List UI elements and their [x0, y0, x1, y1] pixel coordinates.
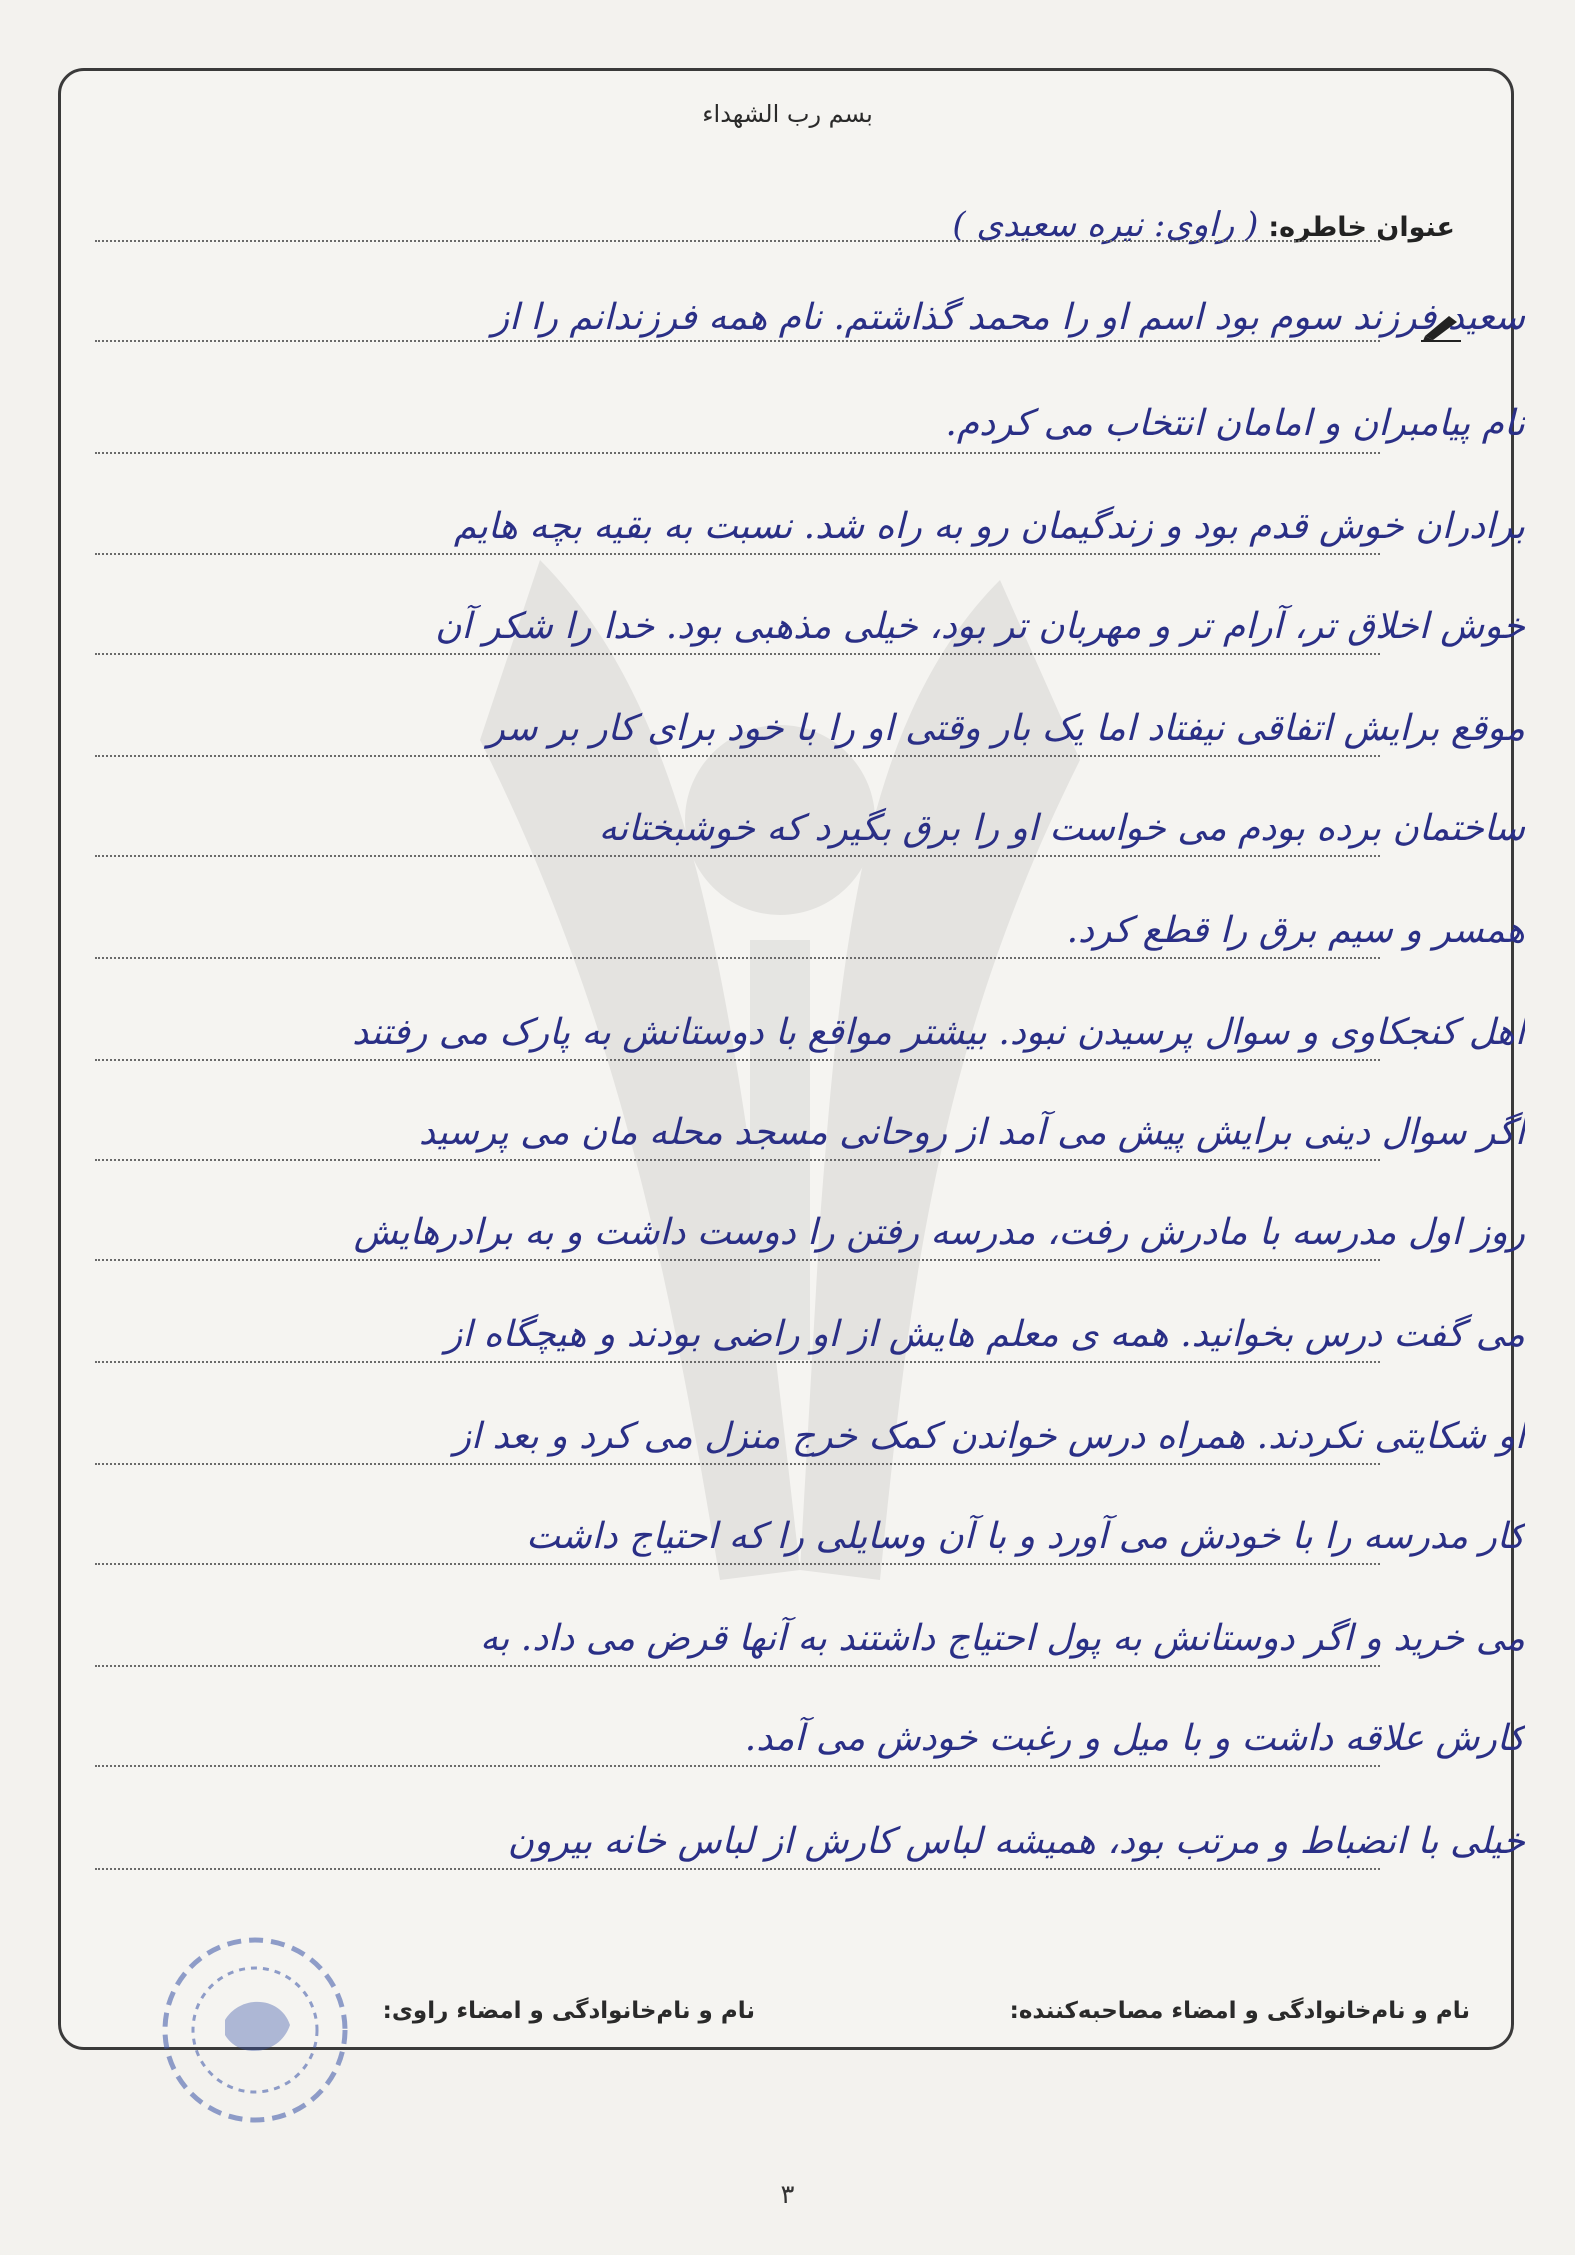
handwritten-line-6: ساختمان برده بودم می خواست او را برق بگیرد که خوشبختانه: [598, 808, 1525, 849]
memoir-title-value: ( راوی: نیره سعیدی ): [952, 205, 1259, 245]
ruled-line: [95, 1361, 1380, 1363]
ruled-line: [95, 653, 1380, 655]
handwritten-line-8: اهل کنجکاوی و سوال پرسیدن نبود. بیشتر مواقع با دوستانش به پارک می رفتند: [352, 1012, 1525, 1053]
page-number: ۳: [780, 2180, 795, 2210]
handwritten-line-9: اگر سوال دینی برایش پیش می آمد از روحانی مسجد محله مان می پرسید: [418, 1112, 1525, 1153]
ruled-line: [95, 240, 1380, 242]
ruled-line: [95, 1463, 1380, 1465]
ruled-line: [95, 452, 1380, 454]
ruled-line: [95, 1868, 1380, 1870]
ruled-line: [95, 1765, 1380, 1767]
handwritten-line-1: سعید فرزند سوم بود اسم او را محمد گذاشتم. نام همه فرزندانم را از: [491, 297, 1525, 338]
handwritten-line-2: نام پیامبران و امامان انتخاب می کردم.: [945, 403, 1525, 444]
ruled-line: [95, 1563, 1380, 1565]
handwritten-line-13: کار مدرسه را با خودش می آورد و با آن وسایلی را که احتیاج داشت: [526, 1516, 1525, 1557]
ruled-line: [95, 855, 1380, 857]
handwritten-line-12: او شکایتی نکردند. همراه درس خواندن کمک خرج منزل می کرد و بعد از: [453, 1416, 1525, 1457]
handwritten-line-7: همسر و سیم برق را قطع کرد.: [1066, 910, 1525, 951]
handwritten-line-15: کارش علاقه داشت و با میل و رغبت خودش می آمد.: [744, 1718, 1525, 1759]
ruled-line: [95, 957, 1380, 959]
handwritten-line-16: خیلی با انضباط و مرتب بود، همیشه لباس کارش از لباس خانه بیرون: [507, 1821, 1525, 1862]
handwritten-line-10: روز اول مدرسه با مادرش رفت، مدرسه رفتن را دوست داشت و به برادرهایش: [353, 1212, 1525, 1253]
ruled-line: [95, 1259, 1380, 1261]
ruled-line: [95, 1665, 1380, 1667]
handwritten-line-11: می گفت درس بخوانید. همه ی معلم هایش از او راضی بودند و هیچگاه از: [444, 1314, 1525, 1355]
ruled-line: [95, 1059, 1380, 1061]
memoir-title-label: عنوان خاطره:: [1268, 212, 1455, 243]
interviewer-signature-label: نام و نام‌خانوادگی و امضاء مصاحبه‌کننده:: [1009, 1998, 1470, 2024]
ruled-line: [95, 340, 1380, 342]
handwritten-line-5: موقع برایش اتفاقی نیفتاد اما یک بار وقتی او را با خود برای کار بر سر: [487, 708, 1525, 749]
handwritten-line-4: خوش اخلاق تر، آرام تر و مهربان تر بود، خیلی مذهبی بود. خدا را شکر آن: [435, 606, 1525, 647]
ink-stamp: [140, 1925, 370, 2135]
handwritten-line-3: برادران خوش قدم بود و زندگیمان رو به راه شد. نسبت به بقیه بچه هایم: [453, 506, 1525, 547]
ruled-line: [95, 755, 1380, 757]
ruled-line: [95, 1159, 1380, 1161]
narrator-signature-label: نام و نام‌خانوادگی و امضاء راوی:: [382, 1998, 755, 2024]
ruled-line: [95, 553, 1380, 555]
page-header-title: بسم رب الشهداء: [702, 100, 873, 128]
handwritten-line-14: می خرید و اگر دوستانش به پول احتیاج داشتند به آنها قرض می داد. به: [480, 1618, 1525, 1659]
